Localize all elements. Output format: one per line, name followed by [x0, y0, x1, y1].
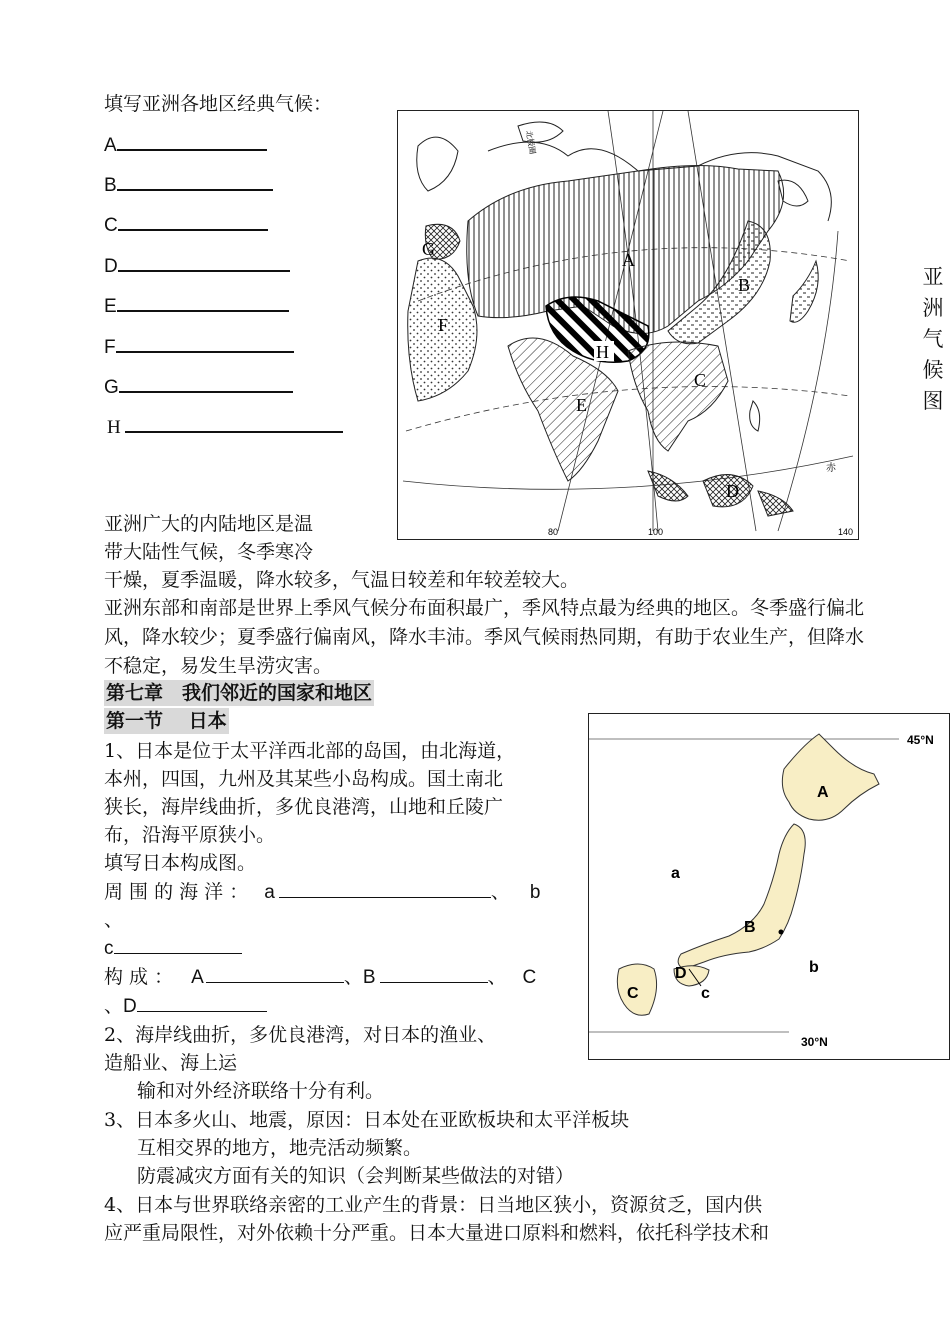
sea-c-row: c: [104, 934, 242, 963]
japan-item2-line3: 输和对外经济联络十分有利。: [137, 1080, 385, 1102]
label-A: A: [622, 250, 635, 270]
japan-item2-line2: 造船业、海上运: [104, 1052, 238, 1074]
jp-label-A: A: [817, 784, 829, 801]
sea-c-blank[interactable]: [114, 935, 242, 954]
part-A-blank[interactable]: [206, 964, 344, 983]
blank-E[interactable]: E: [104, 292, 289, 320]
japan-item1-line1: 1、日本是位于太平洋西北部的岛国，由北海道，: [104, 740, 516, 762]
equator-line: [403, 456, 853, 489]
jp-label-B: B: [744, 919, 756, 936]
japan-item3-line1: 3、日本多火山、地震，原因：日本处在亚欧板块和太平洋板块: [104, 1109, 630, 1131]
tropic-line: [406, 387, 850, 431]
arctic-label: 北极圈: [524, 129, 538, 155]
hokkaido: [782, 734, 879, 820]
jp-label-C: C: [627, 985, 639, 1002]
japan-item4-line2: 应严重局限性，对外依赖十分严重。日本大量进口原料和燃料，依托科学技术和: [104, 1222, 770, 1244]
asia-para2: 亚洲东部和南部是世界上季风气候分布面积最广，季风特点最为经典的地区。冬季盛行偏北风，降水较少；夏季盛行偏南风，降水丰沛。季风气候雨热同期，有助于农业生产，但降水不稳定，易发生旱涝灾害。: [104, 597, 865, 677]
japan-item1-line4: 布，沿海平原狭小。: [104, 824, 276, 846]
chapter-title: 第七章 我们邻近的国家和地区: [106, 682, 373, 704]
asia-para1-line3: 干燥，夏季温暖，降水较多，气温日较差和年较差较大。: [104, 569, 580, 591]
label-H: H: [596, 342, 609, 362]
japan-fill-instruction: 填写日本构成图。: [104, 852, 257, 874]
seas-row-sep: 、: [104, 909, 124, 931]
label-G: G: [422, 239, 435, 259]
japan-item3-line3: 防震减灾方面有关的知识（会判断某些做法的对错）: [137, 1165, 575, 1187]
blank-F[interactable]: F: [104, 333, 294, 361]
seas-row: 周 围 的 海 洋 ： a 、 b: [104, 881, 541, 903]
label-F: F: [438, 315, 449, 335]
part-B-blank[interactable]: [380, 964, 488, 983]
asia-map-svg: [398, 111, 858, 539]
blank-H[interactable]: H: [104, 413, 343, 441]
label-D: D: [726, 481, 739, 501]
asia-para1-line1: 亚洲广大的内陆地区是温: [104, 513, 314, 535]
compose-row: 构 成 ： A 、B 、 C: [104, 966, 537, 988]
asia-climate-map: [397, 110, 859, 540]
japan-map: [588, 713, 950, 1060]
blank-D[interactable]: D: [104, 252, 290, 280]
japan-map-svg: [589, 714, 949, 1059]
blank-G[interactable]: G: [104, 373, 293, 401]
sea-a-label: a: [671, 865, 680, 882]
blank-B[interactable]: B: [104, 171, 273, 199]
lon-140: 140: [838, 527, 854, 537]
compose-row-2: 、D: [104, 992, 267, 1021]
japan-item1-line2: 本州，四国，九州及其某些小岛构成。国土南北: [104, 768, 504, 790]
blank-C[interactable]: C: [104, 211, 268, 239]
region-D-1: [648, 471, 688, 501]
sea-b-label: b: [809, 959, 819, 976]
lon-100: 100: [648, 527, 664, 537]
equator-label: 赤: [826, 463, 836, 474]
honshu: [678, 824, 805, 969]
label-B: B: [738, 275, 751, 295]
japan-item2-line1: 2、海岸线曲折，多优良港湾，对日本的渔业、: [104, 1024, 497, 1046]
japan-item3-line2: 互相交界的地方，地壳活动频繁。: [137, 1137, 423, 1159]
lat-45: 45°N: [907, 733, 934, 747]
part-D-blank[interactable]: [137, 993, 267, 1012]
section-title: 第一节 日本: [106, 710, 227, 732]
asia-para1-line2: 带大陆性气候，冬季寒冷: [104, 541, 314, 563]
sea-c-label: c: [701, 985, 710, 1002]
jp-label-D: D: [675, 965, 687, 982]
asia-instruction: 填写亚洲各地区经典气候：: [104, 93, 333, 115]
blank-A[interactable]: A: [104, 131, 267, 159]
lon-80: 80: [548, 527, 559, 537]
japan-item1-line3: 狭长，海岸线曲折，多优良港湾，山地和丘陵广: [104, 796, 504, 818]
sea-a-blank[interactable]: [279, 879, 491, 898]
lat-30: 30°N: [801, 1035, 828, 1049]
region-C: [628, 342, 728, 451]
label-C: C: [694, 370, 707, 390]
label-E: E: [576, 395, 587, 415]
japan-item4-line1: 4、日本与世界联络亲密的工业产生的背景：日当地区狭小，资源贫乏，国内供: [104, 1194, 763, 1216]
asia-map-title: 亚 洲 气 候 图: [922, 265, 944, 413]
